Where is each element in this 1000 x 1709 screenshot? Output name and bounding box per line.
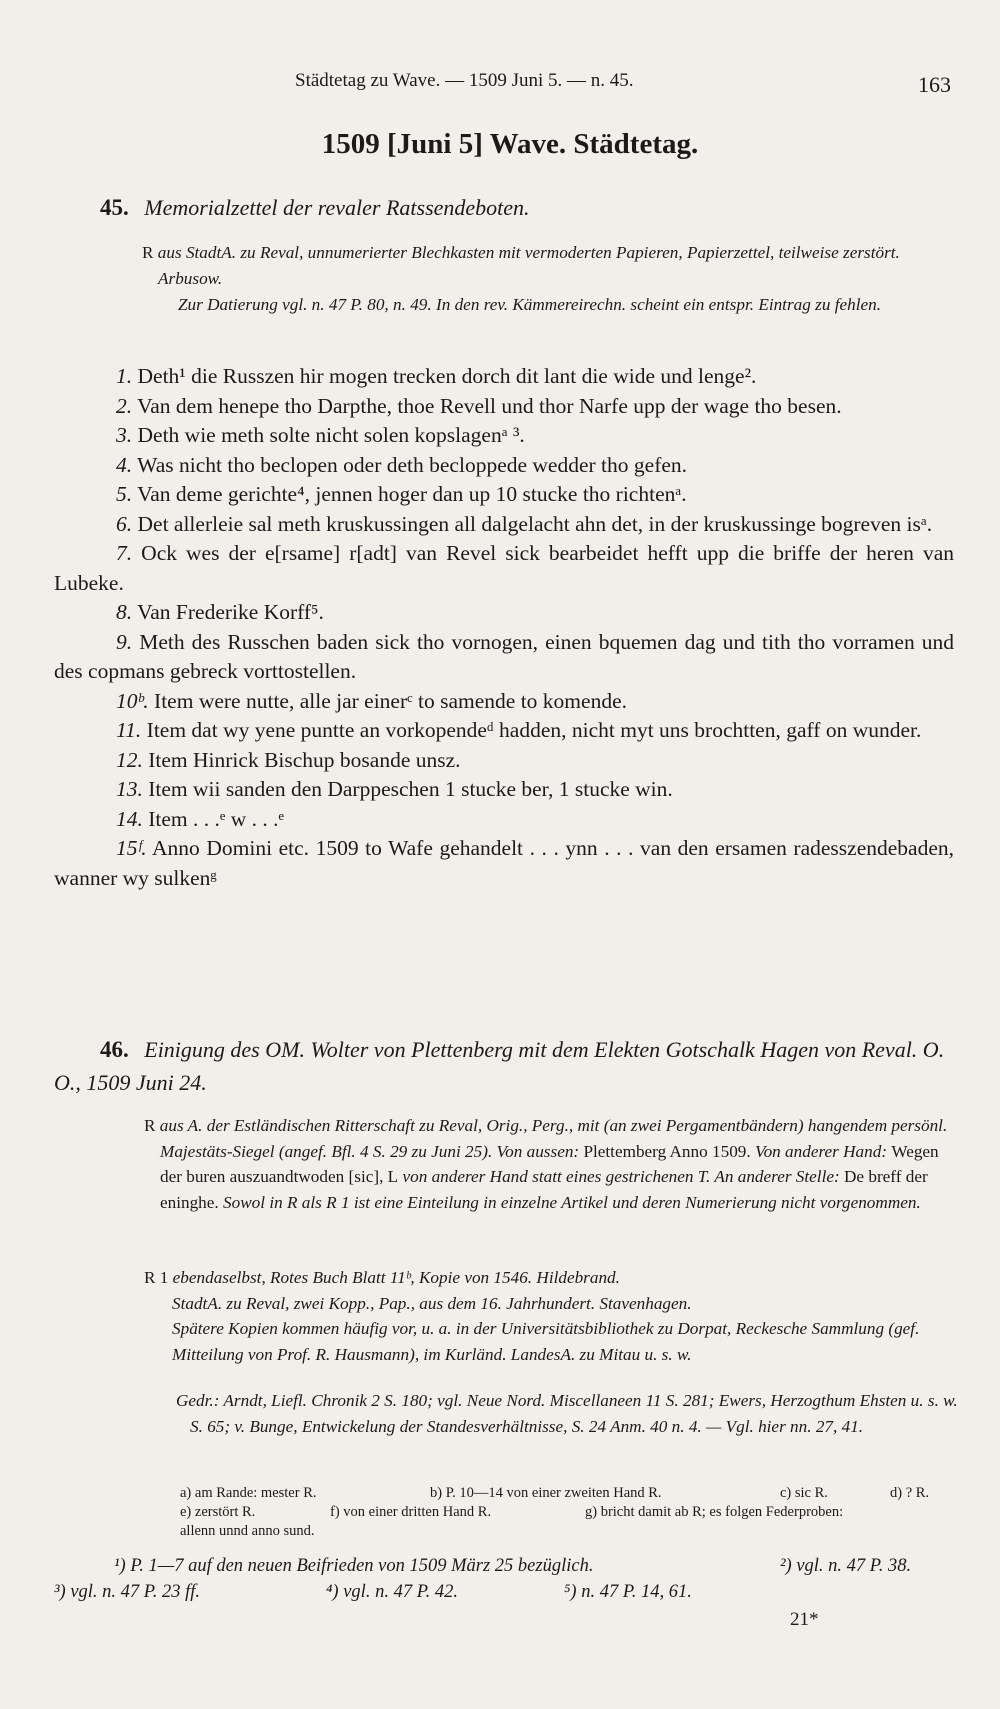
paragraph-number: 10ᵇ. — [116, 688, 149, 713]
paragraph — [54, 687, 954, 717]
paragraph-text: Deth¹ die Russzen hir mogen trecken dorch dit lant die wide und lenge². — [137, 364, 757, 388]
paragraph-number: 8. — [116, 600, 133, 624]
footnote-5: ⁵) n. 47 P. 14, 61. — [564, 1582, 692, 1602]
paragraph — [54, 598, 954, 628]
item-title-text: Einigung des OM. Wolter von Plettenberg mit dem Elekten Gotschalk Hagen von Reval. O. O., 1509 Juni 24. — [54, 1037, 945, 1095]
paragraph-number: 9. — [116, 629, 133, 654]
item-46-source-R — [144, 1113, 960, 1215]
paragraph — [54, 510, 954, 540]
paragraph-text: Item Hinrick Bischup bosande unsz. — [148, 747, 461, 772]
paragraph-number: 14. — [116, 806, 143, 831]
paragraph — [54, 834, 954, 893]
footnote-3: ³) vgl. n. 47 P. 23 ff. — [54, 1582, 201, 1602]
paragraph-text: Ock wes der e[rsame] r[adt] van Revel sick bearbeidet hefft upp die briffe der heren van Lubeke. — [54, 541, 954, 595]
paragraph-text: Deth wie meth solte nicht solen kopslagenᵃ ³. — [137, 423, 525, 447]
paragraph-number: 3. — [116, 423, 133, 447]
source-siglum: R 1 — [144, 1268, 169, 1287]
paragraph-number: 7. — [116, 541, 133, 565]
paragraph-number: 13. — [116, 777, 143, 801]
paragraph-text: Anno Domini etc. 1509 to Wafe gehandelt . . . ynn . . . van den ersamen radesszendebaden, wanner wy sulkenᵍ — [54, 836, 954, 890]
item-number: 46. — [100, 1037, 129, 1062]
paragraph — [54, 451, 954, 481]
paragraph-text: Meth des Russchen baden sick tho vornogen, einen bquemen dag und tith tho vorramen und des copmans gebreck vorttostellen. — [54, 629, 955, 683]
paragraph — [54, 628, 954, 687]
footnote-4: ⁴) vgl. n. 47 P. 42. — [326, 1582, 458, 1602]
item-title-text: Memorialzettel der revaler Ratssendeboten. — [144, 195, 530, 220]
text-notes — [180, 1484, 960, 1541]
note-g-continuation: allenn unnd anno sund. — [180, 1523, 315, 1539]
source-siglum: R — [144, 1116, 156, 1135]
note-e: e) zerstört R. — [180, 1504, 256, 1520]
note-d: d) ? R. — [890, 1485, 930, 1501]
source-aussen-text: Plettemberg Anno 1509. — [583, 1141, 751, 1161]
paragraph-text: Van Frederike Korff⁵. — [137, 600, 324, 624]
note-b: b) P. 10—14 von einer zweiten Hand R. — [430, 1485, 662, 1501]
note-c: c) sic R. — [780, 1485, 828, 1501]
footnote-2: ²) vgl. n. 47 P. 38. — [780, 1556, 912, 1576]
paragraph-number: 1. — [116, 364, 133, 388]
footnote-1: ¹) P. 1—7 auf den neuen Beifrieden von 1509 März 25 bezüglich. — [114, 1556, 594, 1576]
paragraph-number: 15ᶠ. — [116, 836, 147, 860]
paragraph — [54, 421, 954, 451]
item-46-printed: Gedr.: Arndt, Liefl. Chronik 2 S. 180; vgl. Neue Nord. Miscellaneen 11 S. 281; Ewers, Herzogthum Ehsten u. s. w. S. 65; v. Bunge, Entwickelung der Standesverhältnisse, S. 24 Anm. 40 n. 4. — Vgl. hier nn. 27, 41. — [176, 1391, 958, 1436]
paragraph — [54, 480, 954, 510]
signature-mark: 21* — [790, 1609, 819, 1630]
section-heading: 1509 [Juni 5] Wave. Städtetag. — [321, 128, 699, 160]
footnote-row-2 — [54, 1582, 954, 1608]
source-later-copies: Spätere Kopien kommen häufig vor, u. a. in der Universitätsbibliothek zu Dorpat, Reckesche Sammlung (gef. Mitteilung von Prof. R. Hausmann), im Kurländ. LandesA. zu Mitau u. s. w. — [172, 1319, 920, 1364]
note-g: g) bricht damit ab R; es folgen Federproben: — [585, 1504, 844, 1520]
paragraph-text: Det allerleie sal meth kruskussingen all dalgelacht ahn det, in der kruskussinge bogreven isᵃ. — [137, 511, 933, 536]
item-45-dating-note: Zur Datierung vgl. n. 47 P. 80, n. 49. In den rev. Kämmereirechn. scheint ein entspr. Eintrag zu fehlen. — [178, 295, 882, 314]
paragraph — [54, 392, 954, 422]
item-45-source — [142, 240, 953, 292]
paragraph-text: Item . . .ᵉ w . . .ᵉ — [148, 806, 285, 831]
source-hand-label-2: von anderer Hand statt eines gestrichenen T. An anderer Stelle: — [402, 1167, 840, 1186]
paragraph — [54, 539, 954, 598]
paragraph-text: Van dem henepe tho Darpthe, thoe Revell und thor Narfe upp der wage tho besen. — [137, 393, 842, 418]
paragraph — [54, 805, 954, 835]
paragraph-number: 4. — [116, 452, 133, 477]
paragraph-text: Van deme gerichte⁴, jennen hoger dan up 10 stucke tho richtenᵃ. — [137, 482, 687, 506]
paragraph-text: Was nicht tho beclopen oder deth becloppede wedder tho gefen. — [137, 452, 688, 477]
source-siglum: R — [142, 243, 154, 262]
paragraph-number: 12. — [116, 747, 143, 772]
source-aussen-label: Von aussen: — [496, 1141, 580, 1161]
source-hand-text: Wegen der buren auszuandtwoden — [160, 1141, 939, 1186]
paragraph-number: 5. — [116, 482, 133, 506]
item-46-source-R1 — [144, 1265, 972, 1367]
paragraph-text: Item dat wy yene puntte an vorkopendeᵈ hadden, nicht myt uns brochtten, gaff on wunder. — [146, 718, 922, 742]
item-number: 45. — [100, 195, 129, 220]
page-number: 163 — [918, 72, 951, 97]
note-f: f) von einer dritten Hand R. — [330, 1504, 492, 1520]
paragraph — [54, 775, 954, 805]
paragraph — [54, 746, 954, 776]
paragraph-text: Item were nutte, alle jar einerᶜ to samende to komende. — [154, 688, 627, 713]
source-sic: [sic], L — [348, 1167, 399, 1186]
document-body — [54, 362, 954, 893]
source-breff: De breff der eninghe. — [160, 1167, 928, 1212]
running-title: Städtetag zu Wave. — 1509 Juni 5. — n. 45. — [295, 70, 634, 91]
paragraph — [54, 716, 954, 746]
paragraph — [54, 362, 954, 392]
item-45-title — [100, 190, 960, 225]
footnote-row-1 — [54, 1556, 954, 1582]
note-a: a) am Rande: mester R. — [180, 1485, 317, 1501]
item-46-title — [54, 1033, 954, 1099]
paragraph-number: 11. — [116, 718, 142, 742]
paragraph-number: 6. — [116, 511, 133, 536]
source-description: aus A. der Estländischen Ritterschaft zu Reval, Orig., Perg., mit (an zwei Pergamentbändern) hangendem persönl. Majestäts-Siegel (angef. Bfl. 4 S. 29 zu Juni 25). — [159, 1116, 948, 1161]
source-description: aus StadtA. zu Reval, unnumerierter Blechkasten mit vermoderten Papieren, Papierzettel, teilweise zerstört. Arbusow. — [157, 243, 900, 288]
source-hand-label: Von anderer Hand: — [754, 1141, 888, 1161]
source-stadta: StadtA. zu Reval, zwei Kopp., Pap., aus dem 16. Jahrhundert. Stavenhagen. — [172, 1293, 692, 1313]
source-remark: Sowol in R als R 1 ist eine Einteilung in einzelne Artikel und deren Numerierung nicht vorgenommen. — [223, 1192, 921, 1212]
paragraph-number: 2. — [116, 393, 133, 418]
paragraph-text: Item wii sanden den Darppeschen 1 stucke ber, 1 stucke win. — [148, 777, 673, 801]
source-description: ebendaselbst, Rotes Buch Blatt 11ᵇ, Kopie von 1546. Hildebrand. — [172, 1268, 620, 1287]
